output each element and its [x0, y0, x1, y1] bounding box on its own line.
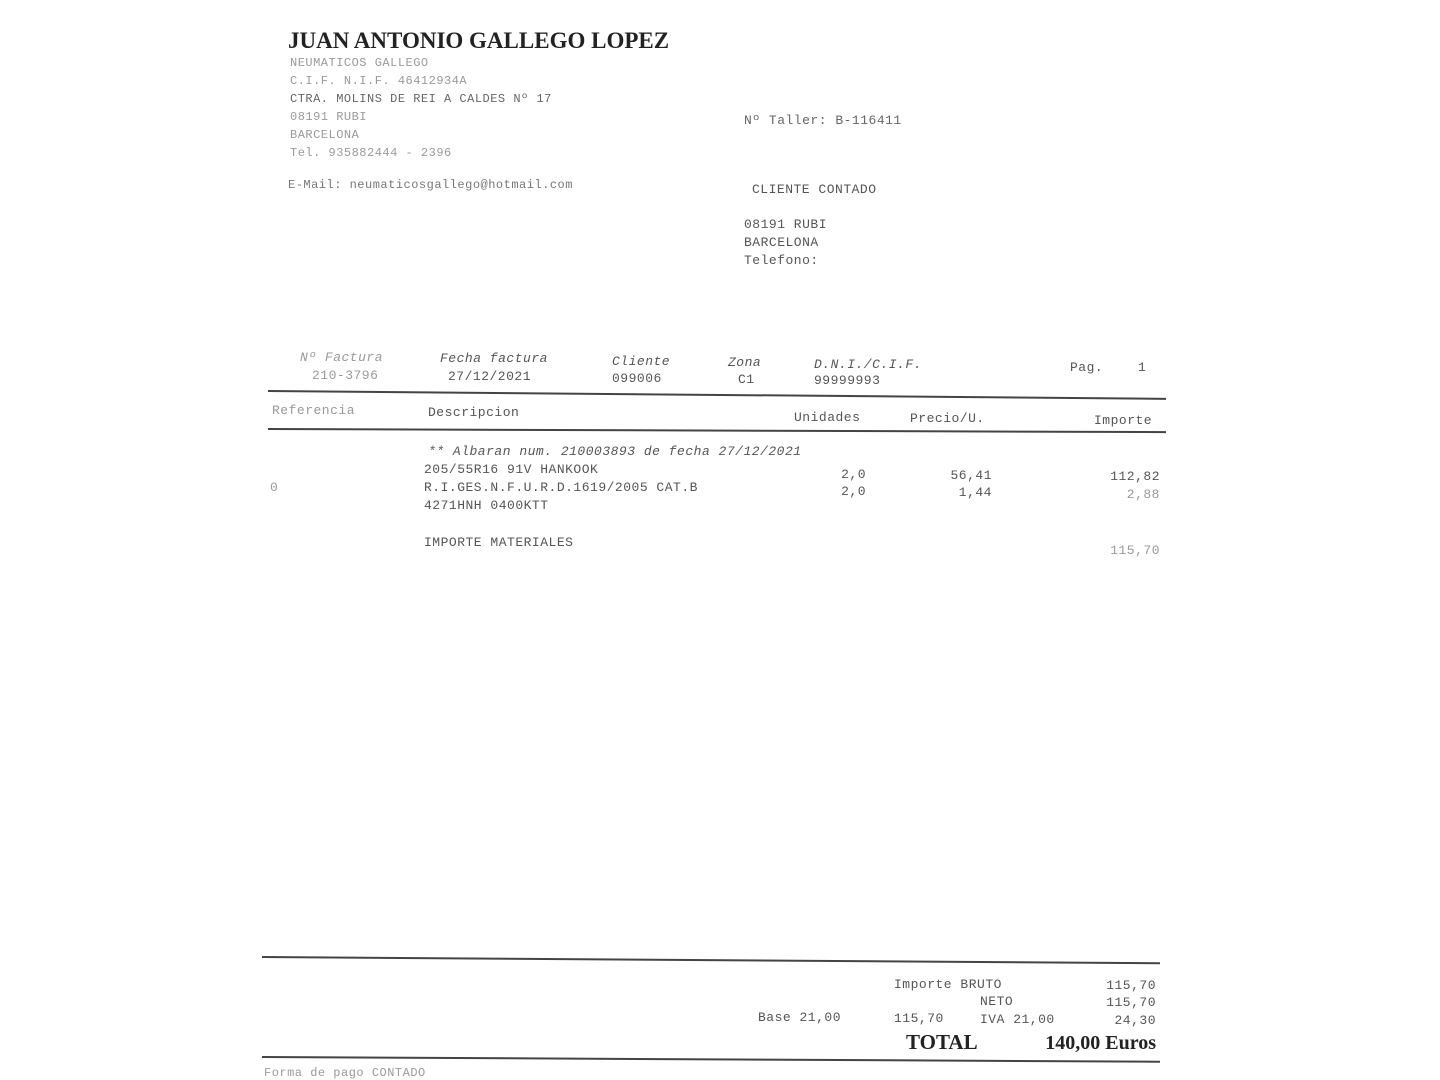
- item-1-amount: 112,82: [1110, 469, 1160, 484]
- pag-label: Pag.: [1070, 360, 1104, 375]
- totals-rule-top: [262, 956, 1160, 964]
- cliente-value: 099006: [612, 371, 662, 386]
- neto-label: NETO: [980, 994, 1014, 1009]
- item-1-units: 2,0: [841, 467, 866, 482]
- zona-label: Zona: [728, 355, 762, 370]
- column-descripcion: Descripcion: [428, 405, 520, 420]
- company-line-1: NEUMATICOS GALLEGO: [290, 56, 429, 70]
- item-2-units: 2,0: [841, 484, 866, 499]
- base-value: 115,70: [894, 1011, 944, 1026]
- fecha-label: Fecha factura: [440, 351, 548, 366]
- bruto-label: Importe BRUTO: [894, 977, 1002, 992]
- item-2-amount: 2,88: [1126, 487, 1160, 502]
- column-unidades: Unidades: [794, 410, 861, 425]
- bruto-value: 115,70: [1106, 978, 1156, 993]
- item-2-price: 1,44: [958, 485, 992, 500]
- column-importe: Importe: [1094, 413, 1153, 428]
- company-name: JUAN ANTONIO GALLEGO LOPEZ: [288, 28, 670, 53]
- header-rule-top: [268, 390, 1166, 400]
- taller-number: [744, 113, 902, 128]
- cliente-label: Cliente: [612, 354, 671, 369]
- factura-value: 210-3796: [312, 368, 379, 383]
- company-details: [290, 54, 552, 162]
- base-label: Base 21,00: [758, 1010, 842, 1025]
- client-name: CLIENTE CONTADO: [752, 182, 877, 197]
- materials-label: IMPORTE MATERIALES: [424, 535, 574, 550]
- company-line-4: 08191 RUBI: [290, 110, 368, 124]
- zona-value: C1: [738, 372, 755, 387]
- item-1-price: 56,41: [950, 468, 992, 483]
- payment-method: Forma de pago CONTADO: [264, 1066, 426, 1080]
- company-line-2: C.I.F. N.I.F. 46412934A: [290, 74, 468, 88]
- total-value: 140,00 Euros: [1045, 1032, 1156, 1054]
- company-email: E-Mail: neumaticosgallego@hotmail.com: [288, 178, 573, 192]
- column-referencia: Referencia: [272, 403, 356, 418]
- neto-value: 115,70: [1106, 995, 1156, 1010]
- taller-label: Nº Taller:: [744, 113, 828, 128]
- client-address: [744, 216, 827, 270]
- column-precio: Precio/U.: [910, 411, 985, 426]
- dni-value: 99999993: [814, 373, 881, 388]
- dni-label: D.N.I./C.I.F.: [814, 357, 922, 372]
- plate-line: 4271HNH 0400KTT: [424, 498, 549, 513]
- client-address-line-1: 08191 RUBI: [744, 217, 828, 232]
- materials-value: 115,70: [1110, 543, 1160, 558]
- client-address-line-3: Telefono:: [744, 253, 819, 268]
- fecha-value: 27/12/2021: [448, 369, 532, 384]
- item-2-desc: R.I.GES.N.F.U.R.D.1619/2005 CAT.B: [424, 480, 698, 495]
- total-label: TOTAL: [906, 1030, 978, 1054]
- pag-value: 1: [1138, 360, 1147, 375]
- company-line-5: BARCELONA: [290, 128, 360, 142]
- item-1-desc: 205/55R16 91V HANKOOK: [424, 462, 599, 477]
- totals-rule-bottom: [262, 1056, 1160, 1063]
- company-line-6: Tel. 935882444 - 2396: [290, 146, 452, 160]
- taller-value: B-116411: [835, 113, 902, 128]
- factura-label: Nº Factura: [300, 350, 384, 365]
- iva-value: 24,30: [1114, 1013, 1156, 1028]
- header-rule-bottom: [268, 428, 1166, 433]
- albaran-line: ** Albaran num. 210003893 de fecha 27/12/2021: [428, 444, 802, 459]
- item-2-ref: 0: [270, 480, 279, 495]
- company-line-3: CTRA. MOLINS DE REI A CALDES Nº 17: [290, 92, 552, 106]
- iva-label: IVA 21,00: [980, 1012, 1055, 1027]
- client-address-line-2: BARCELONA: [744, 235, 819, 250]
